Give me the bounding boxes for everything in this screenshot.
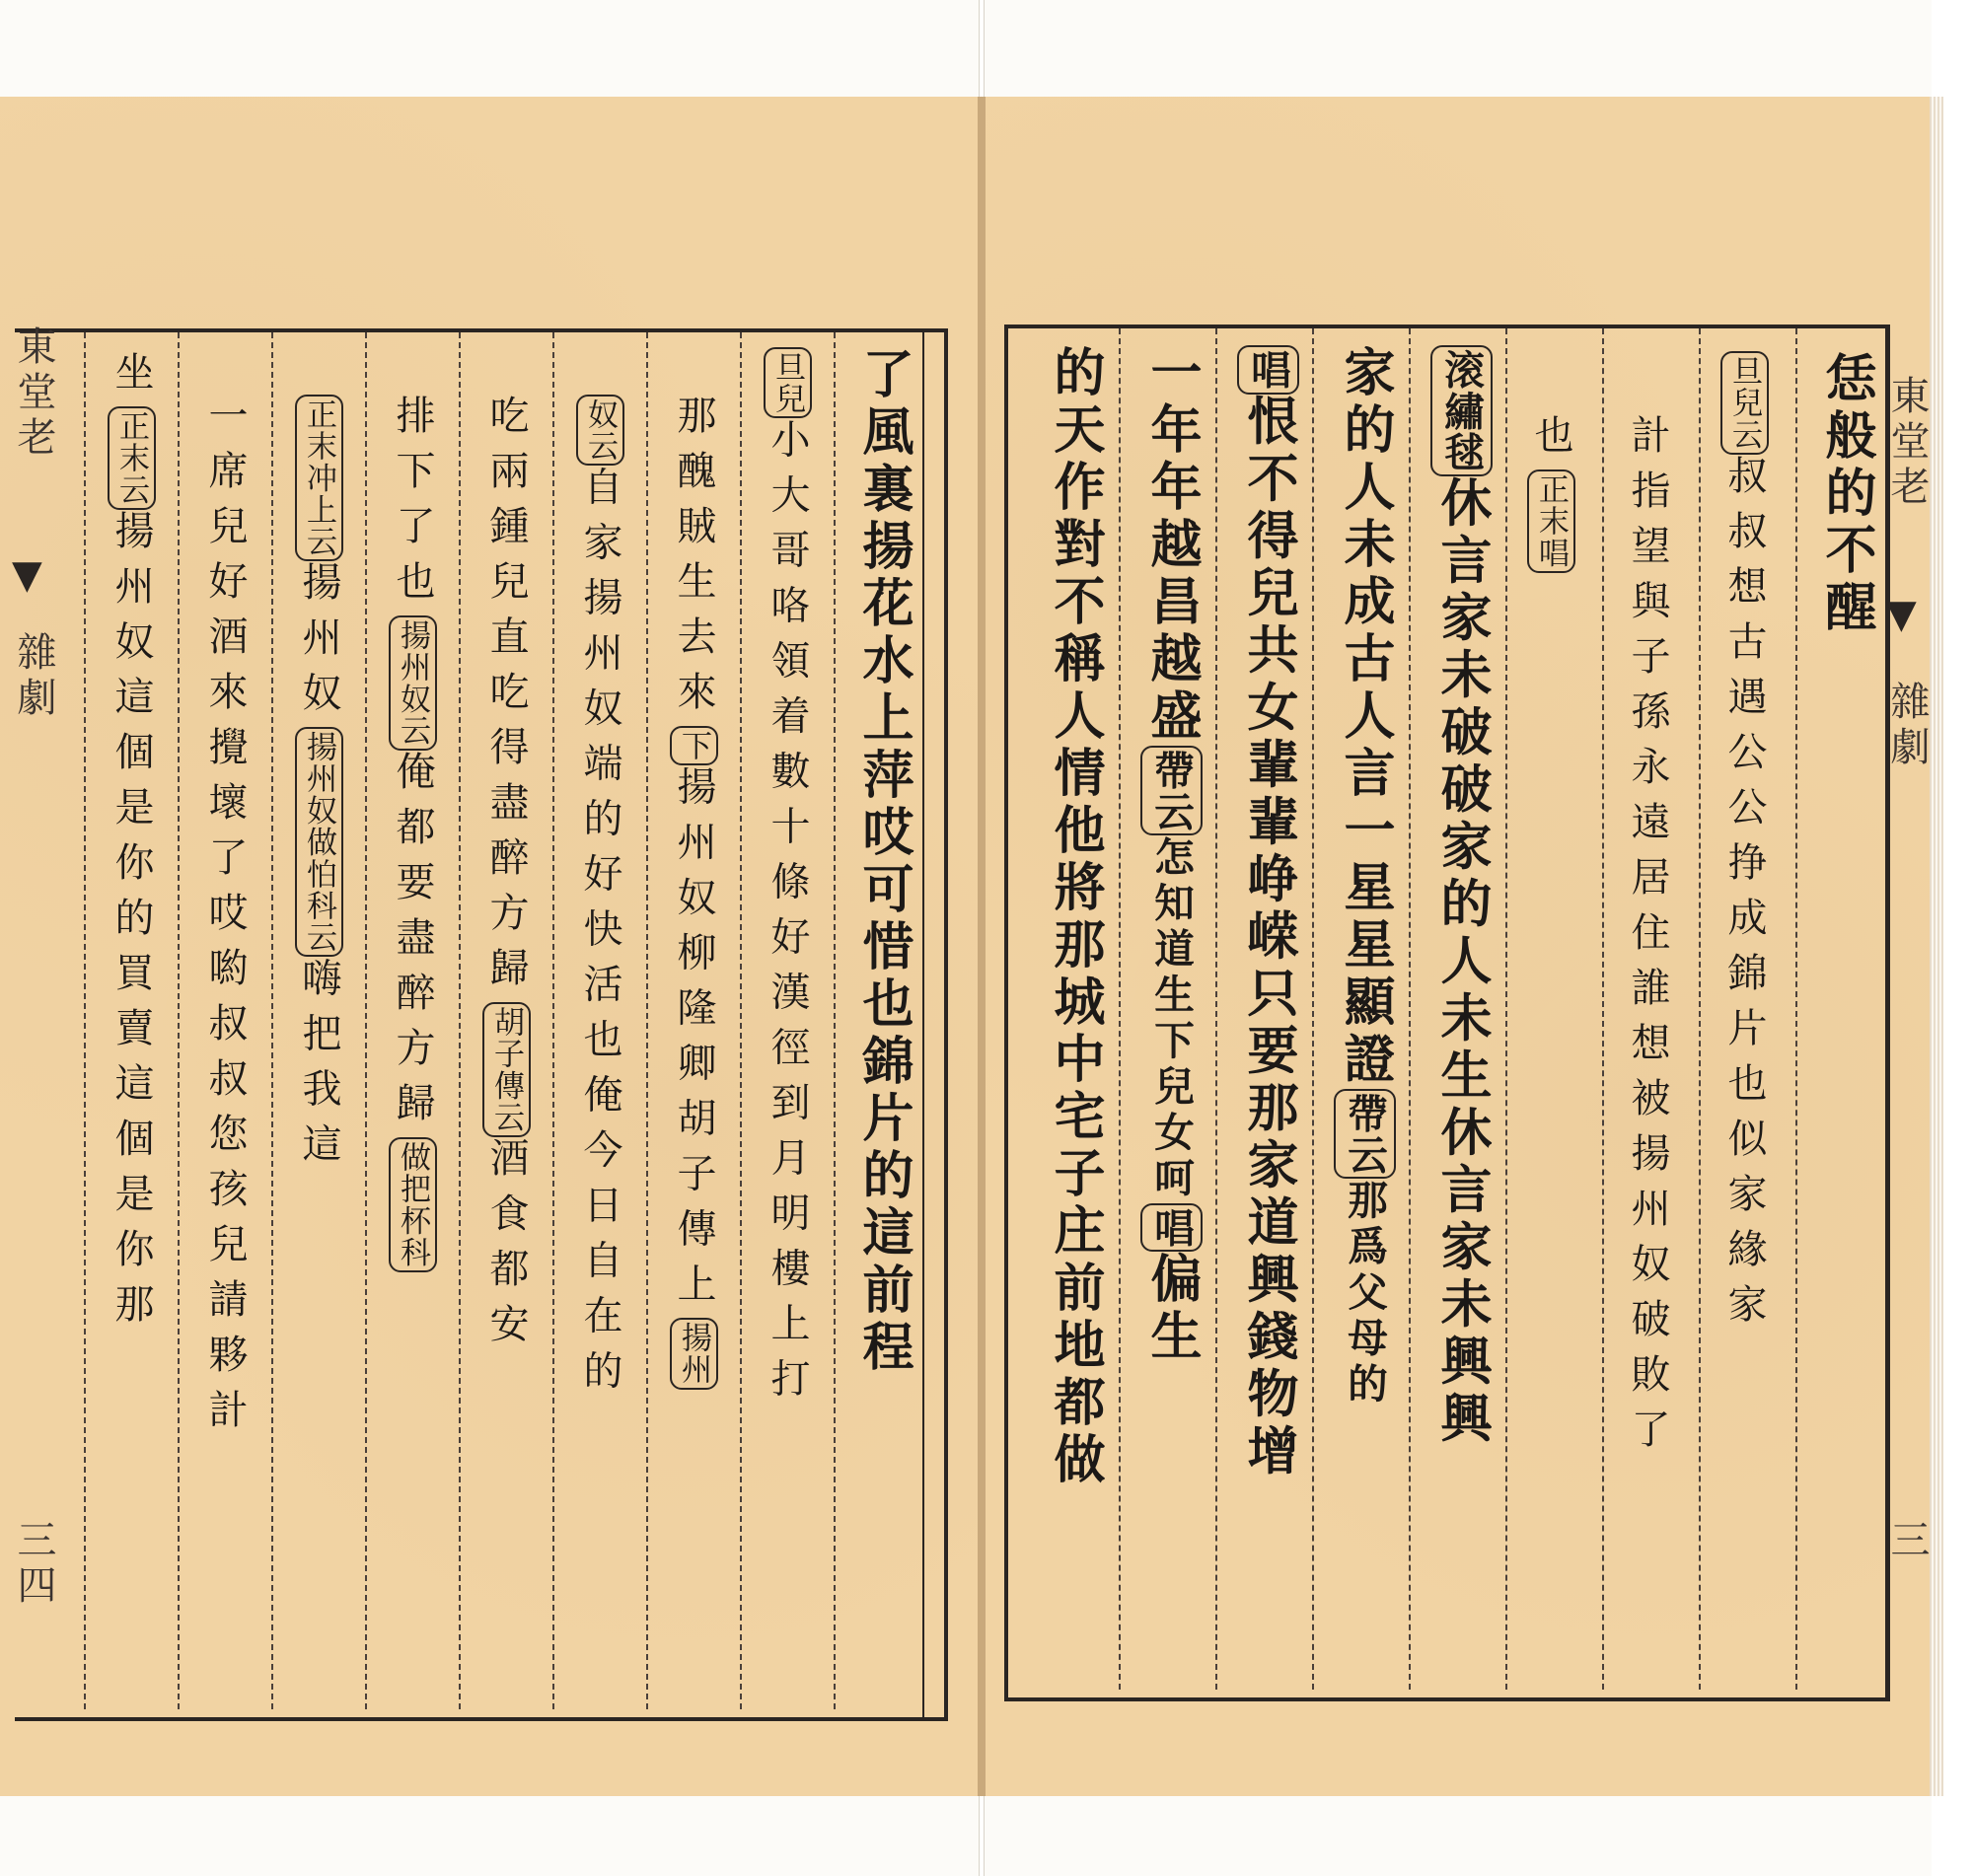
role-cue: 奴云 [576, 395, 624, 466]
role-cue: 旦兒 [764, 347, 812, 418]
role-cue: 胡子傳云 [482, 1002, 531, 1137]
book-fold [978, 97, 986, 1796]
text-column: 唱恨不得兒共女輩輩峥嵘只要那家道興錢物增 [1231, 345, 1305, 1481]
text-column: 旦兒小大哥咯領着數十條好漢徑到月明樓上打 [760, 347, 816, 1412]
left-header-title: 東堂老 [11, 325, 56, 462]
tune-title: 滚繡毬 [1430, 345, 1493, 476]
text-column: 旦兒云叔叔想古遇公公挣成錦片也似家緣家 [1717, 351, 1773, 1338]
role-cue: 旦兒云 [1720, 351, 1769, 455]
role-cue: 正末唱 [1527, 469, 1575, 573]
right-header-title: 東堂老 [1884, 375, 1930, 511]
role-cue: 揚州 [670, 1318, 718, 1389]
text-column: 了風裏揚花水上萍哎可惜也錦片的這前程 [853, 347, 913, 1377]
text-column: 家的人未成古人言一星星顯證帶云那爲父母的 [1335, 345, 1395, 1408]
text-column: 排下了也揚州奴云俺都要盡醉方歸做把杯科 [385, 395, 441, 1272]
fish-tail-mark: ▼ [1886, 592, 1917, 637]
role-cue: 唱 [1140, 1203, 1203, 1253]
text-column: 那醜賊生去來下揚州奴柳隆卿胡子傳上揚州 [666, 395, 722, 1390]
text-column: 恁般的不醒 [1816, 351, 1876, 637]
text-column: 計指望與子孫永遠居住誰想被揚州奴破敗了 [1625, 414, 1670, 1464]
text-column: 一席兒好酒來攪壞了哎喲叔叔您孩兒請夥計 [202, 395, 248, 1444]
fish-tail-mark: ▼ [12, 552, 42, 598]
role-cue: 做把杯科 [389, 1137, 437, 1272]
role-cue: 帶云 [1334, 1089, 1396, 1179]
role-cue: 揚州奴云 [389, 615, 437, 751]
text-column: 也正末唱 [1523, 414, 1579, 573]
left-header-rest: 雜劇 [11, 631, 56, 722]
right-header-rest: 雜劇 [1884, 681, 1930, 771]
text-column: 的天作對不稱人情他將那城中宅子庄前地都做 [1045, 345, 1105, 1489]
text-column: 奴云自家揚州奴端的好快活也俺今日自在的 [572, 395, 628, 1405]
text-column: 正末冲上云揚州奴揚州奴做怕科云嗨把我這 [291, 395, 347, 1178]
role-cue: 正末冲上云 [295, 395, 343, 561]
role-cue: 唱 [1237, 345, 1299, 395]
text-column: 一年年越昌越盛帶云怎知道生下兒女呵唱偏生 [1141, 345, 1202, 1367]
role-cue: 正末云 [108, 406, 156, 510]
text-column: 吃兩鍾兒直吃得盡醉方歸胡子傳云酒食都安 [483, 395, 529, 1358]
right-page-number: 三 [1884, 1519, 1930, 1564]
role-cue: 下 [670, 726, 718, 765]
role-cue: 帶云 [1140, 746, 1203, 835]
text-column: 滚繡毬休言家未破破家的人未生休言家未興興 [1425, 345, 1498, 1449]
role-cue: 揚州奴做怕科云 [295, 727, 343, 957]
left-page-number: 三四 [11, 1519, 56, 1610]
text-column: 坐正末云揚州奴這個是你的買賣這個是你那 [109, 351, 154, 1338]
